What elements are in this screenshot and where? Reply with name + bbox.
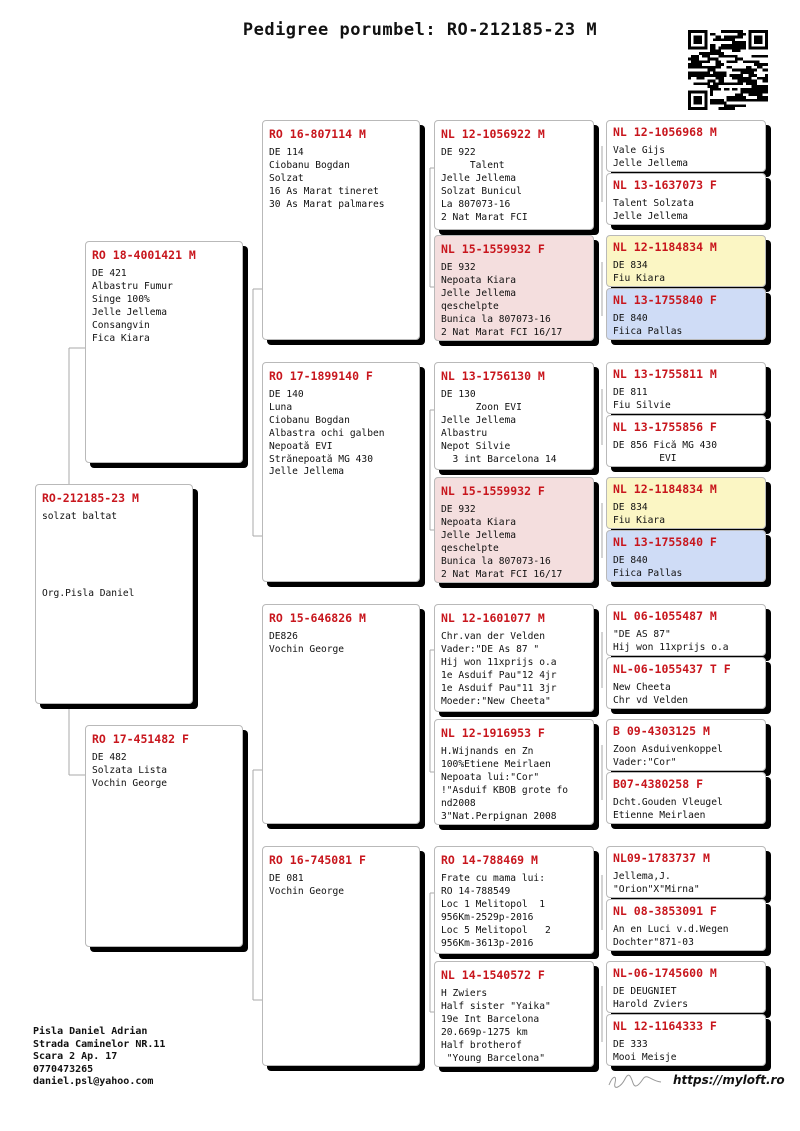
pigeon-info: DE 081 Vochin George <box>269 873 345 897</box>
pigeon-info: DE 811 Fiu Silvie <box>613 387 671 411</box>
pigeon-info: solzat baltat Org.Pisla Daniel <box>42 511 135 600</box>
ring-number: RO 17-451482 F <box>92 732 189 746</box>
pigeon-info: DE 834 Fiu Kiara <box>613 260 665 284</box>
pigeon-card-g2[interactable] <box>606 173 766 225</box>
pigeon-card-g1[interactable] <box>606 120 766 172</box>
pigeon-info: Talent Solzata Jelle Jellema <box>613 198 694 222</box>
pigeon-card-g5[interactable] <box>606 362 766 414</box>
pigeon-card-g12[interactable] <box>606 772 766 824</box>
signature-icon <box>607 1073 663 1089</box>
ring-number: NL09-1783737 M <box>613 851 710 865</box>
pigeon-card-g11[interactable] <box>606 719 766 771</box>
pigeon-card-sire[interactable] <box>85 241 243 463</box>
ring-number: RO 17-1899140 F <box>269 369 373 383</box>
pigeon-card-sire-dam[interactable] <box>262 362 420 582</box>
ring-number: B07-4380258 F <box>613 777 704 791</box>
ring-number: NL 12-1184834 M <box>613 240 717 254</box>
website-link[interactable]: https://myloft.ro <box>673 1073 785 1087</box>
pigeon-info: H.Wijnands en Zn 100%Etiene Meirlaen Nepoata lui:"Cor" !"Asduif KBOB grote fo nd2008 3"Nat.Perpignan 2008 <box>441 746 569 822</box>
pigeon-card-g7[interactable] <box>606 477 766 529</box>
pigeon-card-g4[interactable] <box>606 288 766 340</box>
ring-number: RO-212185-23 M <box>42 491 139 505</box>
pigeon-card-g8[interactable] <box>606 530 766 582</box>
pigeon-card-g6[interactable] <box>606 415 766 467</box>
ring-number: NL 12-1164333 F <box>613 1019 717 1033</box>
owner-phone: 0770473265 <box>33 1063 94 1075</box>
owner-contact <box>33 1026 165 1089</box>
pigeon-info: DE 932 Nepoata Kiara Jelle Jellema qeschelpte Bunica la 807073-16 2 Nat Marat FCI 16/17 <box>441 504 563 580</box>
pigeon-card-g16[interactable] <box>606 1014 766 1066</box>
ring-number: NL-06-1745600 M <box>613 966 717 980</box>
ring-number: NL 15-1559932 F <box>441 242 545 256</box>
ring-number: B 09-4303125 M <box>613 724 710 738</box>
pigeon-info: DE 333 Mooi Meisje <box>613 1039 677 1063</box>
pigeon-info: Vale Gijs Jelle Jellema <box>613 145 689 169</box>
pigeon-card-dam-dam[interactable] <box>262 846 420 1066</box>
pigeon-info: DE 840 Fiica Pallas <box>613 313 683 337</box>
pigeon-card-g9[interactable] <box>606 604 766 656</box>
pigeon-card-sdd[interactable] <box>434 477 594 583</box>
pigeon-info: DE 421 Albastru Fumur Singe 100% Jelle Jellema Consangvin Fica Kiara <box>92 268 173 344</box>
pigeon-info: Zoon Asduivenkoppel Vader:"Cor" <box>613 744 723 768</box>
pigeon-info: DE 840 Fiica Pallas <box>613 555 683 579</box>
ring-number: NL 13-1756130 M <box>441 369 545 383</box>
ring-number: NL 12-1184834 M <box>613 482 717 496</box>
pigeon-card-sss[interactable] <box>434 120 594 230</box>
ring-number: NL 13-1637073 F <box>613 178 717 192</box>
pigeon-info: DE 114 Ciobanu Bogdan Solzat 16 As Marat tineret 30 As Marat palmares <box>269 147 385 210</box>
ring-number: RO 18-4001421 M <box>92 248 196 262</box>
ring-number: NL 12-1056968 M <box>613 125 717 139</box>
pigeon-info: DE 856 Fică MG 430 EVI <box>613 440 717 464</box>
ring-number: NL 13-1755811 M <box>613 367 717 381</box>
ring-number: NL 12-1056922 M <box>441 127 545 141</box>
pigeon-card-sds[interactable] <box>434 362 594 470</box>
pigeon-info: Frate cu mama lui: RO 14-788549 Loc 1 Melitopol 1 956Km-2529p-2016 Loc 5 Melitopol 2 956Km-3613p-2016 <box>441 873 551 949</box>
pigeon-card-sire-sire[interactable] <box>262 120 420 340</box>
ring-number: RO 16-745081 F <box>269 853 366 867</box>
pigeon-info: Dcht.Gouden Vleugel Etienne Meirlaen <box>613 797 723 821</box>
pigeon-card-g10[interactable] <box>606 657 766 709</box>
ring-number: RO 14-788469 M <box>441 853 538 867</box>
pigeon-info: DE 932 Nepoata Kiara Jelle Jellema qeschelpte Bunica la 807073-16 2 Nat Marat FCI 16/17 <box>441 262 563 338</box>
pigeon-card-g13[interactable] <box>606 846 766 898</box>
ring-number: NL 12-1601077 M <box>441 611 545 625</box>
pigeon-card-dsd[interactable] <box>434 719 594 825</box>
pigeon-card-g3[interactable] <box>606 235 766 287</box>
page-title: Pedigree porumbel: RO-212185-23 M <box>242 20 598 40</box>
pigeon-card-dam[interactable] <box>85 725 243 947</box>
ring-number: NL 14-1540572 F <box>441 968 545 982</box>
ring-number: NL 08-3853091 F <box>613 904 717 918</box>
ring-number: NL 06-1055487 M <box>613 609 717 623</box>
pigeon-info: DE 130 Zoon EVI Jelle Jellema Albastru Nepot Silvie 3 int Barcelona 14 <box>441 389 557 465</box>
owner-email[interactable]: daniel.psl@yahoo.com <box>33 1076 154 1087</box>
pigeon-info: H Zwiers Half sister "Yaika" 19e Int Barcelona 20.669p-1275 km Half brotherof "Young Barcelona" <box>441 988 551 1064</box>
owner-building: Scara 2 Ap. 17 <box>33 1051 118 1062</box>
pigeon-info: DE 922 Talent Jelle Jellema Solzat Bunicul La 807073-16 2 Nat Marat FCI <box>441 147 528 223</box>
pigeon-info: New Cheeta Chr vd Velden <box>613 682 689 706</box>
pigeon-card-g14[interactable] <box>606 899 766 951</box>
pigeon-info: Jellema,J. "Orion"X"Mirna" <box>613 871 700 895</box>
pigeon-info: DE826 Vochin George <box>269 631 345 655</box>
owner-name: Pisla Daniel Adrian <box>33 1026 148 1037</box>
ring-number: NL 12-1916953 F <box>441 726 545 740</box>
pigeon-info: DE 482 Solzata Lista Vochin George <box>92 752 168 789</box>
ring-number: NL 13-1755840 F <box>613 293 717 307</box>
ring-number: RO 15-646826 M <box>269 611 366 625</box>
pigeon-info: Chr.van der Velden Vader:"DE As 87 " Hij won 11xprijs o.a 1e Asduif Pau"12 4jr 1e Asduif Pau"11 3jr Moeder:"New Cheeta" <box>441 631 557 707</box>
ring-number: NL-06-1055437 T F <box>613 662 731 676</box>
pigeon-info: DE 834 Fiu Kiara <box>613 502 665 526</box>
pigeon-info: DE DEUGNIET Harold Zviers <box>613 986 689 1010</box>
pigeon-card-subject[interactable] <box>35 484 193 704</box>
ring-number: NL 13-1755840 F <box>613 535 717 549</box>
pigeon-info: An en Luci v.d.Wegen Dochter"871-03 <box>613 924 729 948</box>
pigeon-card-g15[interactable] <box>606 961 766 1013</box>
pigeon-card-ddd[interactable] <box>434 961 594 1067</box>
ring-number: NL 15-1559932 F <box>441 484 545 498</box>
pigeon-card-ssd[interactable] <box>434 235 594 341</box>
pigeon-info: "DE AS 87" Hij won 11xprijs o.a <box>613 629 729 653</box>
pigeon-card-dss[interactable] <box>434 604 594 712</box>
owner-street: Strada Caminelor NR.11 <box>33 1038 166 1050</box>
pigeon-info: DE 140 Luna Ciobanu Bogdan Albastra ochi galben Nepoată EVI Strănepoată MG 430 Jelle Jellema <box>269 389 385 478</box>
ring-number: NL 13-1755856 F <box>613 420 717 434</box>
ring-number: RO 16-807114 M <box>269 127 366 141</box>
pigeon-card-dds[interactable] <box>434 846 594 954</box>
pigeon-card-dam-sire[interactable] <box>262 604 420 824</box>
